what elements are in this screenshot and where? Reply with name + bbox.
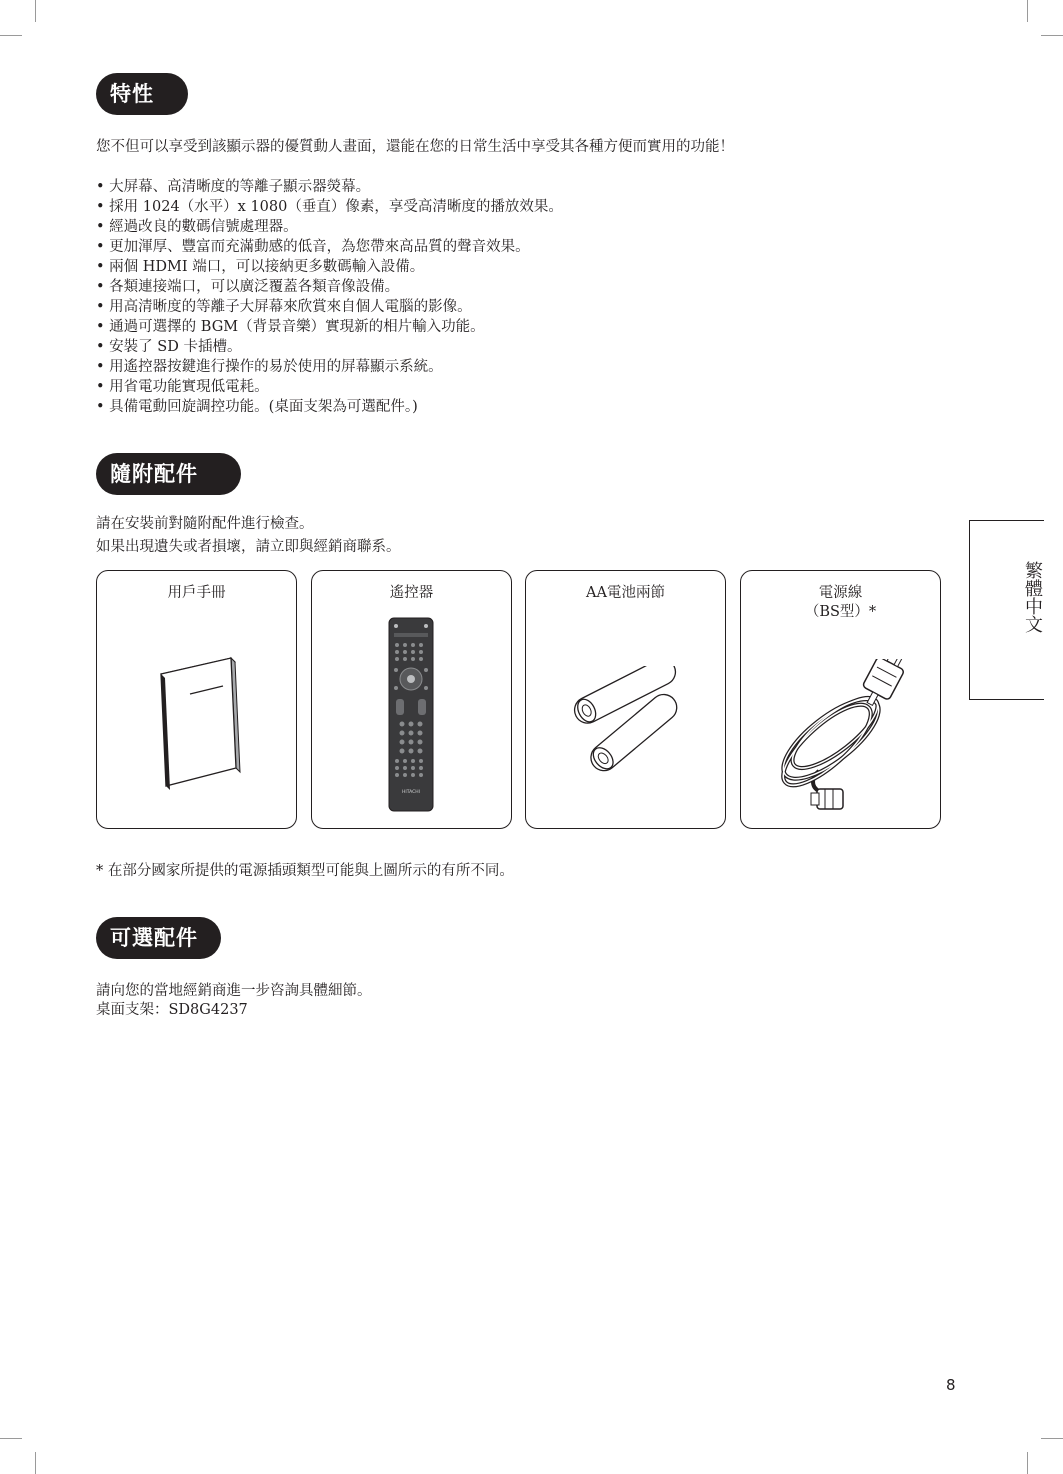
remote-control-icon [388, 617, 434, 813]
card-title: 用戶手冊 [167, 585, 226, 601]
accessories-heading: 隨附配件 [96, 453, 241, 495]
optional-line1: 請向您的當地經銷商進一步咨詢具體細節。 [96, 983, 372, 999]
list-item: • 通過可選擇的 BGM（背景音樂）實現新的相片輸入功能。 [96, 319, 485, 335]
list-item: • 用省電功能實現低電耗。 [96, 379, 269, 395]
list-item: • 用遙控器按鍵進行操作的易於使用的屏幕顯示系統。 [96, 359, 443, 375]
crop-mark [0, 1438, 22, 1439]
accessories-footnote: * 在部分國家所提供的電源插頭類型可能與上圖所示的有所不同。 [96, 863, 514, 879]
crop-mark [35, 1452, 36, 1474]
list-item: • 經過改良的數碼信號處理器。 [96, 219, 298, 235]
list-item: • 具備電動回旋調控功能。(桌面支架為可選配件。) [96, 399, 418, 415]
crop-mark [1041, 35, 1063, 36]
list-item: • 用高清晰度的等離子大屏幕來欣賞來自個人電腦的影像。 [96, 299, 472, 315]
list-item: • 大屏幕、高清晰度的等離子顯示器熒幕。 [96, 179, 371, 195]
accessories-line2: 如果出現遺失或者損壞，請立即與經銷商聯系。 [96, 539, 401, 555]
batteries-icon [561, 666, 691, 786]
manual-icon [155, 656, 245, 791]
features-intro: 您不但可以享受到該顯示器的優質動人畫面，還能在您的日常生活中享受其各種方便而實用的功能！ [96, 139, 734, 155]
accessory-card-batteries [525, 570, 726, 829]
crop-mark [1041, 1438, 1063, 1439]
list-item: • 各類連接端口，可以廣泛覆蓋各類音像設備。 [96, 279, 400, 295]
list-item: • 安裝了 SD 卡插槽。 [96, 339, 242, 355]
accessories-line1: 請在安裝前對隨附配件進行檢查。 [96, 516, 314, 532]
power-cord-icon [763, 659, 923, 819]
list-item: • 採用 1024（水平）x 1080（垂直）像素，享受高清晰度的播放效果。 [96, 199, 563, 215]
list-item: • 更加渾厚、豐富而充滿動感的低音，為您帶來高品質的聲音效果。 [96, 239, 530, 255]
card-subtitle: （BS型）* [804, 604, 877, 620]
card-title: 遙控器 [389, 585, 434, 601]
language-tab [969, 520, 1044, 700]
crop-mark [0, 35, 22, 36]
crop-mark [1027, 0, 1028, 22]
optional-heading: 可選配件 [96, 917, 221, 959]
accessory-card-power-cord [740, 570, 941, 829]
accessory-card-manual [96, 570, 297, 829]
crop-mark [1027, 1452, 1028, 1474]
remote-brand-label: HITACHI [402, 790, 420, 795]
list-item: • 兩個 HDMI 端口，可以接納更多數碼輸入設備。 [96, 259, 425, 275]
card-title: 電源線 [818, 585, 863, 601]
features-list [96, 177, 563, 417]
page-number: 8 [946, 1376, 956, 1394]
accessory-card-remote [311, 570, 512, 829]
crop-mark [35, 0, 36, 22]
language-tab-label: 繁體中文 [1022, 561, 1043, 633]
features-heading: 特性 [96, 73, 188, 115]
optional-line2: 桌面支架：SD8G4237 [96, 1002, 248, 1018]
card-title: AA電池兩節 [586, 585, 665, 601]
